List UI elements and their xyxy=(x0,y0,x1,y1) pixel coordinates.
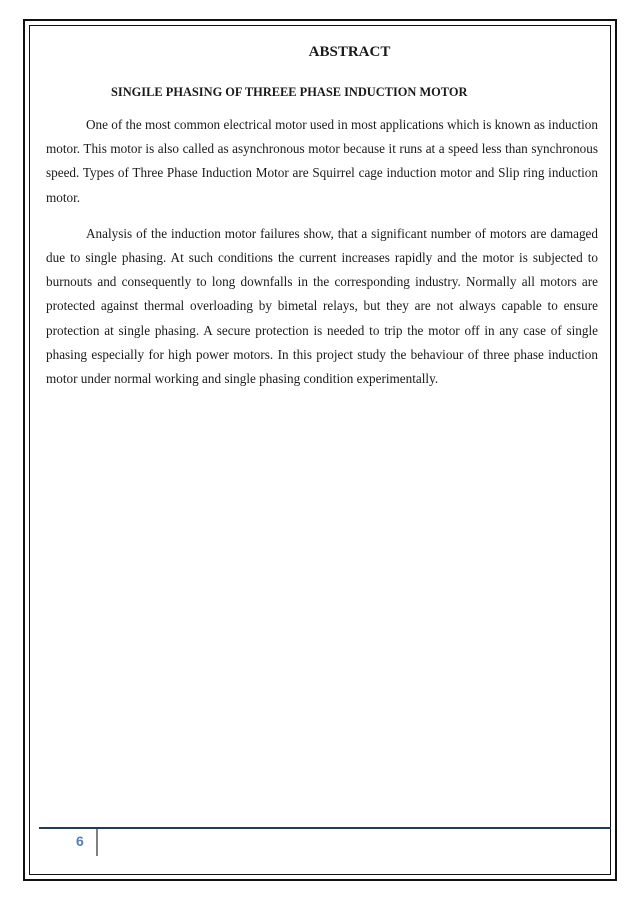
paragraph-analysis: Analysis of the induction motor failures show, that a significant number of motors are damaged due to single phasing. At such conditions the current increases rapidly and the motor is subjected to burnouts and consequently to long downfalls in the corresponding industry. Normally all motors are protected against thermal overloading by bimetal relays, but they are not always capable to ensure protection at single phasing. A secure protection is needed to trip the motor off in any case of single phasing especially for high power motors. In this project study the behaviour of three phase induction motor under normal working and single phasing condition experimentally. xyxy=(46,225,598,387)
footer-rule xyxy=(39,827,611,829)
paragraph-intro: One of the most common electrical motor used in most applications which is known as induction motor. This motor is also called as asynchronous motor because it runs at a speed less than synchronous speed. Types of Three Phase Induction Motor are Squirrel cage induction motor and Slip ring induction motor. xyxy=(46,117,598,205)
page-number: 6 xyxy=(76,833,84,849)
page-content xyxy=(46,42,601,391)
page-title: ABSTRACT xyxy=(308,44,391,60)
footer-divider xyxy=(96,829,98,856)
document-subtitle: SINGILE PHASING OF THREEE PHASE INDUCTION MOTOR xyxy=(111,85,468,99)
